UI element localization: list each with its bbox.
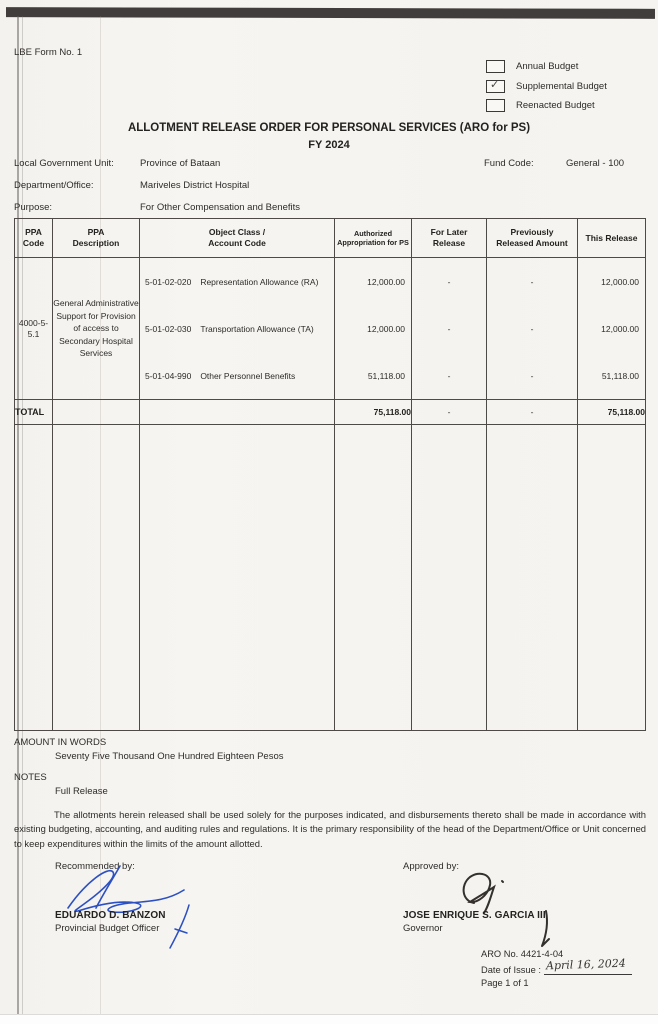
checkbox-label: Annual Budget — [516, 61, 579, 73]
department-value: Mariveles District Hospital — [140, 180, 250, 191]
empty-cell — [140, 400, 335, 425]
object-class-line — [140, 277, 334, 287]
paper-bottom-edge — [0, 1014, 658, 1024]
table-body-row — [15, 258, 646, 400]
ppa-code-cell: 4000-5-5.1 — [15, 258, 53, 400]
document-title: ALLOTMENT RELEASE ORDER FOR PERSONAL SERVICES (ARO for PS) — [127, 122, 531, 134]
table-empty-row — [15, 425, 646, 731]
amount-value: 12,000.00 — [367, 323, 405, 334]
object-class-line — [140, 371, 334, 381]
account-code: 5-01-02-020 — [145, 276, 192, 287]
object-class-cell — [140, 258, 335, 400]
lgu-value: Province of Bataan — [140, 158, 221, 169]
amount-value: 12,000.00 — [601, 323, 639, 334]
dash-value: - — [530, 323, 534, 334]
amount-in-words-value: Seventy Five Thousand One Hundred Eighteen Pesos — [55, 751, 284, 762]
budget-type-reenacted — [486, 96, 607, 116]
purpose-label: Purpose: — [14, 202, 53, 213]
object-class-name: Representation Allowance (RA) — [200, 276, 319, 287]
date-of-issue-field — [544, 956, 632, 975]
checkbox-label: Supplemental Budget — [516, 80, 607, 92]
amount-value: 12,000.00 — [601, 276, 639, 287]
disclaimer-paragraph: The allotments herein released shall be used solely for the purposes indicated, and disbursements thereto shall be made in accordance with existing budgeting, accounting, and auditing rules and regulations. It is the primary responsibility of the head of the Department/Office or Unit concerned to keep expenditures within the limits of the amount allotted. — [14, 809, 646, 849]
empty-cell — [335, 425, 412, 731]
amount-value: 51,118.00 — [367, 370, 405, 381]
header-object-class: Object Class / Account Code — [140, 219, 335, 258]
table-total-row — [15, 400, 646, 425]
handwritten-date: April 16, 2024 — [545, 956, 626, 973]
budget-type-annual — [486, 57, 607, 77]
total-this-release-cell: 75,118.00 — [578, 400, 646, 425]
header-previously-released: Previously Released Amount — [487, 219, 578, 258]
banzon-signature-tail — [165, 903, 199, 951]
total-previously-cell: - — [487, 400, 578, 425]
previously-released-cell — [487, 258, 578, 400]
header-ppa-description: PPA Description — [53, 219, 140, 258]
purpose-value: For Other Compensation and Benefits — [140, 202, 301, 213]
fiscal-year: FY 2024 — [308, 139, 350, 151]
check-icon: ✓ — [490, 78, 500, 91]
object-class-name: Other Personnel Benefits — [200, 370, 296, 381]
account-code: 5-01-02-030 — [145, 323, 192, 334]
form-number: LBE Form No. 1 — [14, 47, 83, 58]
empty-cell — [487, 425, 578, 731]
approved-by-label: Approved by: — [403, 861, 459, 872]
ppa-description-cell: General Administrative Support for Provision of access to Secondary Hospital Services — [53, 258, 140, 400]
amount-value: 12,000.00 — [367, 276, 405, 287]
amount-value: 51,118.00 — [601, 370, 639, 381]
budget-type-group — [486, 57, 607, 116]
approved-by-name: JOSE ENRIQUE S. GARCIA III — [403, 910, 546, 921]
page-number: Page 1 of 1 — [481, 978, 529, 988]
checkbox-supplemental-budget — [486, 80, 505, 93]
checkbox-reenacted-budget — [486, 99, 505, 112]
dash-value: - — [530, 370, 534, 381]
total-label-cell: TOTAL — [15, 400, 53, 425]
notes-value: Full Release — [55, 786, 108, 797]
garcia-signature — [448, 869, 568, 949]
empty-cell — [53, 425, 140, 731]
table-header-row — [15, 219, 646, 258]
empty-cell — [15, 425, 53, 731]
dash-value: - — [447, 370, 451, 381]
empty-cell — [53, 400, 140, 425]
lgu-label: Local Government Unit: — [14, 158, 114, 169]
dash-value: - — [447, 323, 451, 334]
recommended-by-label: Recommended by: — [55, 861, 135, 872]
header-ppa-code: PPA Code — [15, 219, 53, 258]
checkbox-annual-budget — [486, 60, 505, 73]
scan-edge-strip — [6, 7, 655, 19]
recommended-by-name: EDUARDO D. BANZON — [55, 910, 166, 921]
empty-cell — [412, 425, 487, 731]
allotment-table — [14, 218, 646, 731]
amount-in-words-label: AMOUNT IN WORDS — [14, 737, 107, 748]
notes-label: NOTES — [14, 772, 47, 783]
object-class-name: Transportation Allowance (TA) — [200, 323, 314, 334]
fund-code-value: General - 100 — [566, 158, 625, 169]
total-authorized-cell: 75,118.00 — [335, 400, 412, 425]
header-for-later-release: For Later Release — [412, 219, 487, 258]
empty-cell — [140, 425, 335, 731]
checkbox-label: Reenacted Budget — [516, 100, 595, 112]
department-label: Department/Office: — [14, 180, 94, 191]
empty-cell — [578, 425, 646, 731]
header-authorized-appropriation: Authorized Appropriation for PS — [335, 219, 412, 258]
budget-type-supplemental — [486, 77, 607, 97]
fund-code-label: Fund Code: — [484, 158, 534, 169]
for-later-release-cell — [412, 258, 487, 400]
recommended-by-title: Provincial Budget Officer — [55, 923, 160, 934]
date-of-issue-label: Date of Issue : — [481, 965, 541, 975]
dash-value: - — [530, 276, 534, 287]
aro-number: ARO No. 4421-4-04 — [481, 949, 564, 959]
header-this-release: This Release — [578, 219, 646, 258]
total-for-later-cell: - — [412, 400, 487, 425]
this-release-cell — [578, 258, 646, 400]
authorized-appropriation-cell — [335, 258, 412, 400]
object-class-line — [140, 324, 334, 334]
account-code: 5-01-04-990 — [145, 370, 192, 381]
dash-value: - — [447, 276, 451, 287]
date-of-issue-line — [481, 956, 632, 975]
approved-by-title: Governor — [403, 923, 443, 934]
